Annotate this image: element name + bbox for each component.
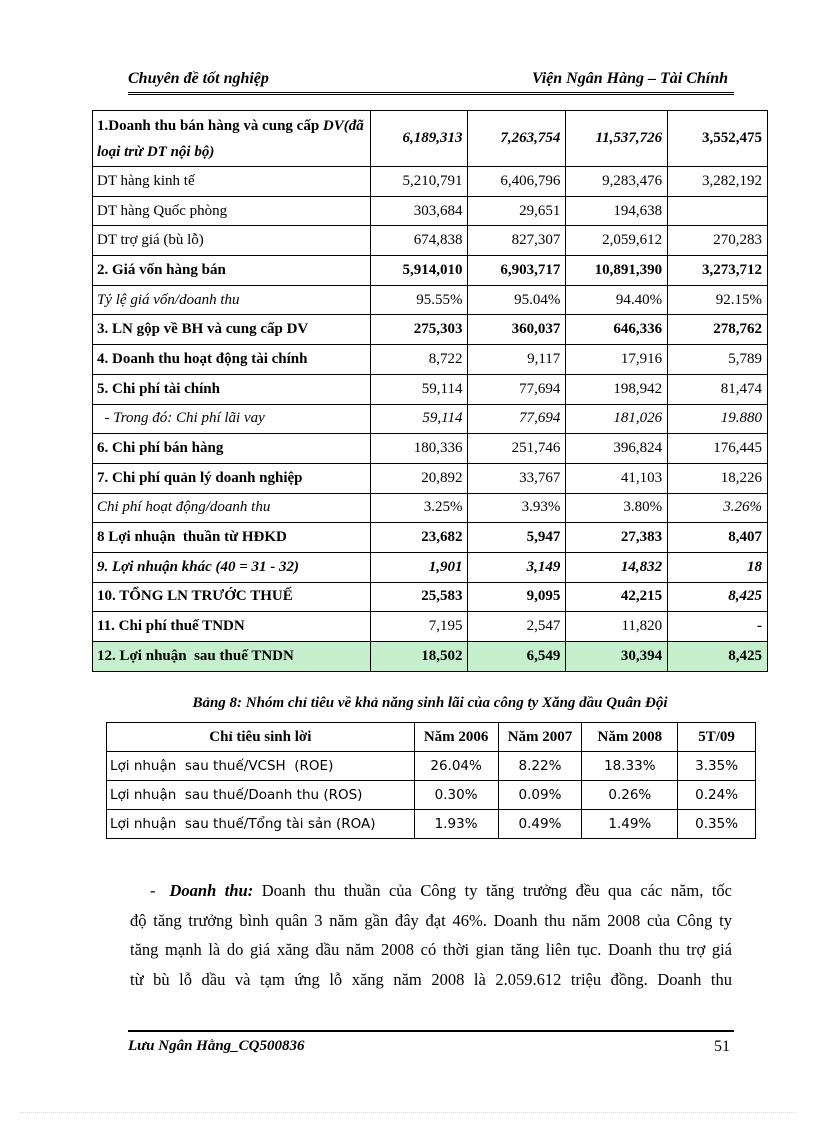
row-label: 11. Chi phí thuế TNDN: [93, 612, 371, 642]
cell-2006: 303,684: [370, 196, 468, 226]
cell-2007: 251,746: [468, 434, 566, 464]
table-row: [93, 167, 768, 197]
cell-2008: 3.80%: [566, 493, 668, 523]
row-label: 6. Chi phí bán hàng: [93, 434, 371, 464]
cell-2006: 59,114: [370, 404, 468, 434]
table-row: [93, 434, 768, 464]
row-label: Tỷ lệ giá vốn/doanh thu: [93, 285, 371, 315]
cell-5t09: 5,789: [668, 345, 768, 375]
cell-2007: 33,767: [468, 463, 566, 493]
profitability-table: [106, 722, 756, 839]
cell-2008: 1.49%: [582, 810, 678, 839]
cell-2006: 7,195: [370, 612, 468, 642]
cell-5t09: 3.35%: [678, 752, 756, 781]
table-caption: Bảng 8: Nhóm chỉ tiêu về khả năng sinh lãi của công ty Xăng dầu Quân Đội: [192, 695, 668, 711]
page-footer: [128, 1030, 734, 1062]
table-row: [93, 374, 768, 404]
bullet-dash: -: [150, 881, 156, 900]
table-row: [93, 552, 768, 582]
cell-5t09: 176,445: [668, 434, 768, 464]
cell-2008: 646,336: [566, 315, 668, 345]
row-label: Lợi nhuận sau thuế/VCSH (ROE): [107, 752, 415, 781]
cell-2007: 9,117: [468, 345, 566, 375]
row-label: 2. Giá vốn hàng bán: [93, 256, 371, 286]
table-row: [93, 315, 768, 345]
cell-2006: 1.93%: [414, 810, 498, 839]
cell-2008: 27,383: [566, 523, 668, 553]
cell-2006: 25,583: [370, 582, 468, 612]
cell-5t09: 92.15%: [668, 285, 768, 315]
table-row: [93, 493, 768, 523]
cell-5t09: 19.880: [668, 404, 768, 434]
cell-2006: 674,838: [370, 226, 468, 256]
cell-2008: 94.40%: [566, 285, 668, 315]
row-label: - Trong đó: Chi phí lãi vay: [93, 404, 371, 434]
paragraph-line: độ tăng trưởng bình quân 3 năm gần đây đạt 46%. Doanh thu năm 2008 của Công ty: [130, 910, 732, 930]
table-row: [93, 345, 768, 375]
cell-2007: 0.49%: [498, 810, 582, 839]
cell-2008: 9,283,476: [566, 167, 668, 197]
cell-2008: 14,832: [566, 552, 668, 582]
table-row: [93, 256, 768, 286]
page-header: [128, 68, 734, 95]
income-statement-table: [92, 110, 768, 672]
table-row: [93, 285, 768, 315]
cell-2006: 6,189,313: [370, 111, 468, 167]
cell-2007: 6,549: [468, 642, 566, 672]
cell-2007: 77,694: [468, 374, 566, 404]
row-label: 12. Lợi nhuận sau thuế TNDN: [93, 642, 371, 672]
cell-2006: 23,682: [370, 523, 468, 553]
page-bottom-rule: [20, 1112, 796, 1113]
cell-2007: 360,037: [468, 315, 566, 345]
cell-5t09: 8,425: [668, 582, 768, 612]
cell-5t09: 3.26%: [668, 493, 768, 523]
cell-2008: 41,103: [566, 463, 668, 493]
column-header: 5T/09: [678, 723, 756, 752]
cell-5t09: 3,282,192: [668, 167, 768, 197]
header-title: Chuyên đề tốt nghiệp: [128, 70, 269, 87]
cell-2006: 180,336: [370, 434, 468, 464]
cell-2006: 1,901: [370, 552, 468, 582]
cell-2006: 8,722: [370, 345, 468, 375]
cell-5t09: 8,425: [668, 642, 768, 672]
table-row: [93, 226, 768, 256]
row-label: 10. TỔNG LN TRƯỚC THUẾ: [93, 582, 371, 612]
row-label: DT trợ giá (bù lỗ): [93, 226, 371, 256]
row-label: DT hàng kinh tế: [93, 167, 371, 197]
table-row: [93, 404, 768, 434]
table-row: [93, 111, 768, 167]
cell-2008: 194,638: [566, 196, 668, 226]
table-row: [93, 612, 768, 642]
row-label: 4. Doanh thu hoạt động tài chính: [93, 345, 371, 375]
cell-2006: 18,502: [370, 642, 468, 672]
cell-2006: 275,303: [370, 315, 468, 345]
cell-2006: 95.55%: [370, 285, 468, 315]
cell-2006: 20,892: [370, 463, 468, 493]
cell-5t09: 18: [668, 552, 768, 582]
cell-2008: 11,820: [566, 612, 668, 642]
table-row: [107, 781, 756, 810]
table-row: [93, 463, 768, 493]
row-label: 5. Chi phí tài chính: [93, 374, 371, 404]
cell-2007: 6,406,796: [468, 167, 566, 197]
row-label: DT hàng Quốc phòng: [93, 196, 371, 226]
cell-5t09: 3,273,712: [668, 256, 768, 286]
cell-5t09: 8,407: [668, 523, 768, 553]
cell-2008: 17,916: [566, 345, 668, 375]
cell-2007: 7,263,754: [468, 111, 566, 167]
table-row: [93, 523, 768, 553]
cell-2008: 181,026: [566, 404, 668, 434]
paragraph-line: - Doanh thu: Doanh thu thuần của Công ty tăng trưởng đều qua các năm, tốc: [150, 881, 733, 900]
cell-2007: 8.22%: [498, 752, 582, 781]
table-row: [107, 810, 756, 839]
row-label: Lợi nhuận sau thuế/Doanh thu (ROS): [107, 781, 415, 810]
cell-2008: 0.26%: [582, 781, 678, 810]
cell-2008: 2,059,612: [566, 226, 668, 256]
cell-2007: 77,694: [468, 404, 566, 434]
cell-2008: 198,942: [566, 374, 668, 404]
cell-2006: 5,914,010: [370, 256, 468, 286]
column-header: Năm 2008: [582, 723, 678, 752]
row-label: Lợi nhuận sau thuế/Tổng tài sản (ROA): [107, 810, 415, 839]
cell-2008: 10,891,390: [566, 256, 668, 286]
cell-2006: 26.04%: [414, 752, 498, 781]
header-institute: Viện Ngân Hàng – Tài Chính: [531, 70, 728, 87]
cell-2006: 3.25%: [370, 493, 468, 523]
paragraph-lead: Doanh thu:: [169, 881, 254, 900]
page-number: 51: [714, 1038, 730, 1055]
cell-2007: 95.04%: [468, 285, 566, 315]
cell-2008: 18.33%: [582, 752, 678, 781]
cell-5t09: 81,474: [668, 374, 768, 404]
cell-2008: 11,537,726: [566, 111, 668, 167]
cell-5t09: -: [668, 612, 768, 642]
cell-5t09: 3,552,475: [668, 111, 768, 167]
row-label: 9. Lợi nhuận khác (40 = 31 - 32): [93, 552, 371, 582]
row-label: 7. Chi phí quản lý doanh nghiệp: [93, 463, 371, 493]
row-label: 8 Lợi nhuận thuần từ HĐKD: [93, 523, 371, 553]
cell-2007: 827,307: [468, 226, 566, 256]
table-row: [93, 582, 768, 612]
cell-2006: 0.30%: [414, 781, 498, 810]
paragraph-line: tăng mạnh là do giá xăng dầu năm 2008 có thời gian tăng liên tục. Doanh thu trợ giá: [130, 940, 732, 959]
cell-2008: 42,215: [566, 582, 668, 612]
table-row: [93, 642, 768, 672]
cell-2007: 9,095: [468, 582, 566, 612]
cell-2007: 5,947: [468, 523, 566, 553]
cell-2006: 5,210,791: [370, 167, 468, 197]
cell-5t09: 278,762: [668, 315, 768, 345]
row-label: Chi phí hoạt động/doanh thu: [93, 493, 371, 523]
row-label: 3. LN gộp về BH và cung cấp DV: [93, 315, 371, 345]
table-row: [107, 752, 756, 781]
cell-2007: 0.09%: [498, 781, 582, 810]
column-header: Chỉ tiêu sinh lời: [107, 723, 415, 752]
cell-2007: 6,903,717: [468, 256, 566, 286]
revenue-paragraph: [130, 876, 732, 994]
cell-2007: 2,547: [468, 612, 566, 642]
table-row: [93, 196, 768, 226]
column-header: Năm 2006: [414, 723, 498, 752]
footer-author: Lưu Ngân Hằng_CQ500836: [128, 1038, 305, 1054]
cell-2007: 29,651: [468, 196, 566, 226]
cell-2006: 59,114: [370, 374, 468, 404]
paragraph-line: từ bù lỗ dầu và tạm ứng lỗ xăng năm 2008 là 2.059.612 triệu đồng. Doanh thu: [130, 969, 732, 989]
header-row: [107, 723, 756, 752]
cell-2008: 396,824: [566, 434, 668, 464]
row-label: 1.Doanh thu bán hàng và cung cấp DV(đã loại trừ DT nội bộ): [93, 111, 371, 167]
cell-5t09: 270,283: [668, 226, 768, 256]
column-header: Năm 2007: [498, 723, 582, 752]
cell-2007: 3,149: [468, 552, 566, 582]
cell-5t09: 18,226: [668, 463, 768, 493]
cell-5t09: 0.24%: [678, 781, 756, 810]
cell-2007: 3.93%: [468, 493, 566, 523]
cell-5t09: 0.35%: [678, 810, 756, 839]
cell-2008: 30,394: [566, 642, 668, 672]
cell-5t09: [668, 196, 768, 226]
